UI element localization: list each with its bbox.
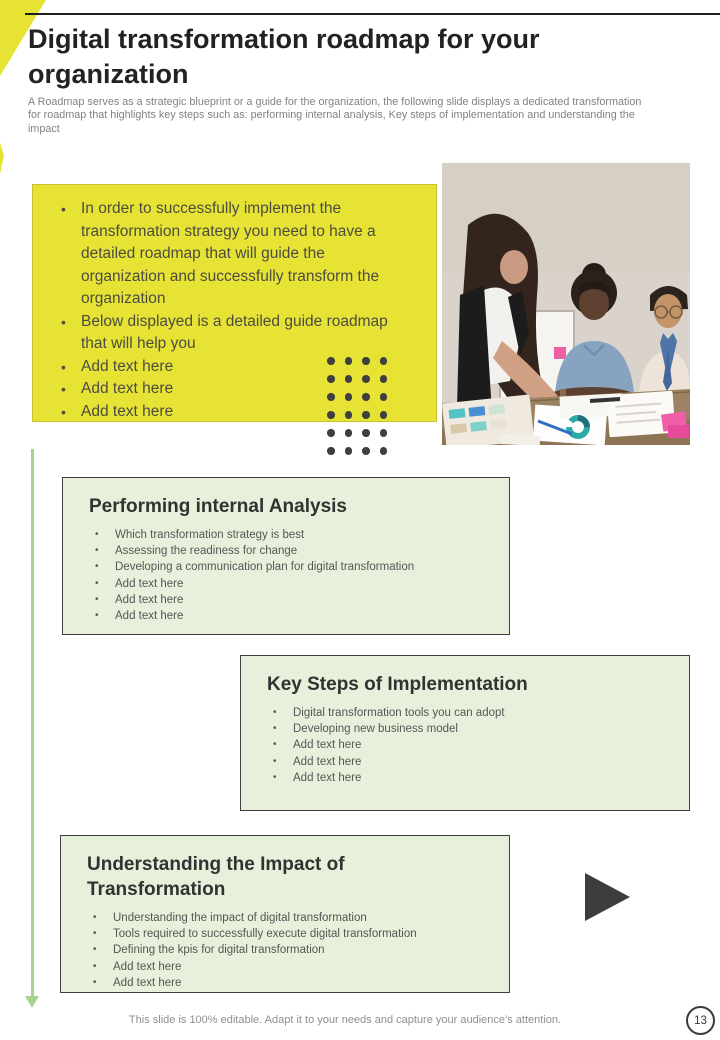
- bullet-item[interactable]: • Which transformation strategy is best: [89, 527, 491, 543]
- step-box-internal-analysis[interactable]: [62, 477, 510, 635]
- dot: [362, 393, 370, 401]
- dot: [345, 411, 353, 419]
- bullet-item[interactable]: • Add text here: [57, 378, 402, 401]
- bullet-item[interactable]: • In order to successfully implement the transformation strategy you need to have a detailed roadmap that will guide the organization and successfully transform the organization: [57, 198, 402, 311]
- bullet-item[interactable]: • Add text here: [57, 356, 402, 379]
- bullet-item[interactable]: • Below displayed is a detailed guide roadmap that will help you: [57, 311, 402, 356]
- dot: [380, 411, 388, 419]
- bullet-item[interactable]: • Add text here: [89, 592, 491, 608]
- bullet-item[interactable]: • Assessing the readiness for change: [89, 543, 491, 559]
- timeline-line: [31, 449, 34, 996]
- footer-note: This slide is 100% editable. Adapt it to your needs and capture your audience’s attention.: [128, 1014, 562, 1026]
- dot: [327, 357, 335, 365]
- team-meeting-photo-illustration: [442, 163, 690, 445]
- dot: [362, 447, 370, 455]
- team-meeting-photo: [442, 163, 690, 445]
- dot: [380, 357, 388, 365]
- bullet-item[interactable]: • Add text here: [87, 959, 491, 975]
- bullet-item[interactable]: • Developing a communication plan for digital transformation: [89, 559, 491, 575]
- step-title: Performing internal Analysis: [89, 496, 347, 517]
- step-bullet-list: [89, 527, 491, 624]
- bullet-item[interactable]: • Developing new business model: [267, 721, 671, 737]
- step-box-understanding-impact[interactable]: [60, 835, 510, 993]
- dot: [362, 411, 370, 419]
- step-title: Understanding the Impact of Transformation: [87, 854, 345, 900]
- dot: [327, 447, 335, 455]
- step-bullet-list: [267, 705, 671, 786]
- slide-subtitle[interactable]: A Roadmap serves as a strategic blueprint or a guide for the organization, the following slide displays a dedicated transformation for roadmap that highlights key steps such as: performing internal analysis, Key steps of implementation and understanding the impact: [28, 96, 642, 135]
- bullet-item[interactable]: • Digital transformation tools you can adopt: [267, 705, 671, 721]
- bullet-item[interactable]: • Defining the kpis for digital transformation: [87, 942, 491, 958]
- bullet-item[interactable]: • Tools required to successfully execute digital transformation: [87, 926, 491, 942]
- step-title: Key Steps of Implementation: [267, 674, 528, 695]
- dot-grid-decoration: [327, 357, 387, 455]
- corner-accent-sliver: [0, 142, 4, 174]
- dot: [345, 357, 353, 365]
- dot: [380, 393, 388, 401]
- dot: [345, 429, 353, 437]
- dot: [327, 375, 335, 383]
- bullet-item[interactable]: • Add text here: [89, 576, 491, 592]
- bullet-item[interactable]: • Add text here: [267, 770, 671, 786]
- bullet-item[interactable]: • Add text here: [87, 975, 491, 991]
- slide-title[interactable]: Digital transformation roadmap for your organization: [28, 24, 540, 89]
- dot: [380, 429, 388, 437]
- bullet-item[interactable]: • Add text here: [267, 754, 671, 770]
- dot: [327, 429, 335, 437]
- page-number: 13: [694, 1014, 707, 1027]
- dot: [362, 357, 370, 365]
- bullet-item[interactable]: • Add text here: [89, 608, 491, 624]
- dot: [345, 393, 353, 401]
- play-triangle-icon: [585, 873, 630, 921]
- dot: [327, 393, 335, 401]
- step-bullet-list: [87, 910, 491, 991]
- dot: [327, 411, 335, 419]
- timeline-arrow-down-icon: [25, 996, 39, 1008]
- dot: [362, 375, 370, 383]
- top-divider-line: [25, 13, 720, 15]
- step-box-key-steps[interactable]: [240, 655, 690, 811]
- dot: [380, 375, 388, 383]
- dot: [345, 447, 353, 455]
- bullet-item[interactable]: • Understanding the impact of digital transformation: [87, 910, 491, 926]
- dot: [362, 429, 370, 437]
- bullet-item[interactable]: • Add text here: [267, 737, 671, 753]
- bullet-item[interactable]: • Add text here: [57, 401, 402, 424]
- dot: [380, 447, 388, 455]
- page-number-badge: [686, 1006, 715, 1035]
- dot: [345, 375, 353, 383]
